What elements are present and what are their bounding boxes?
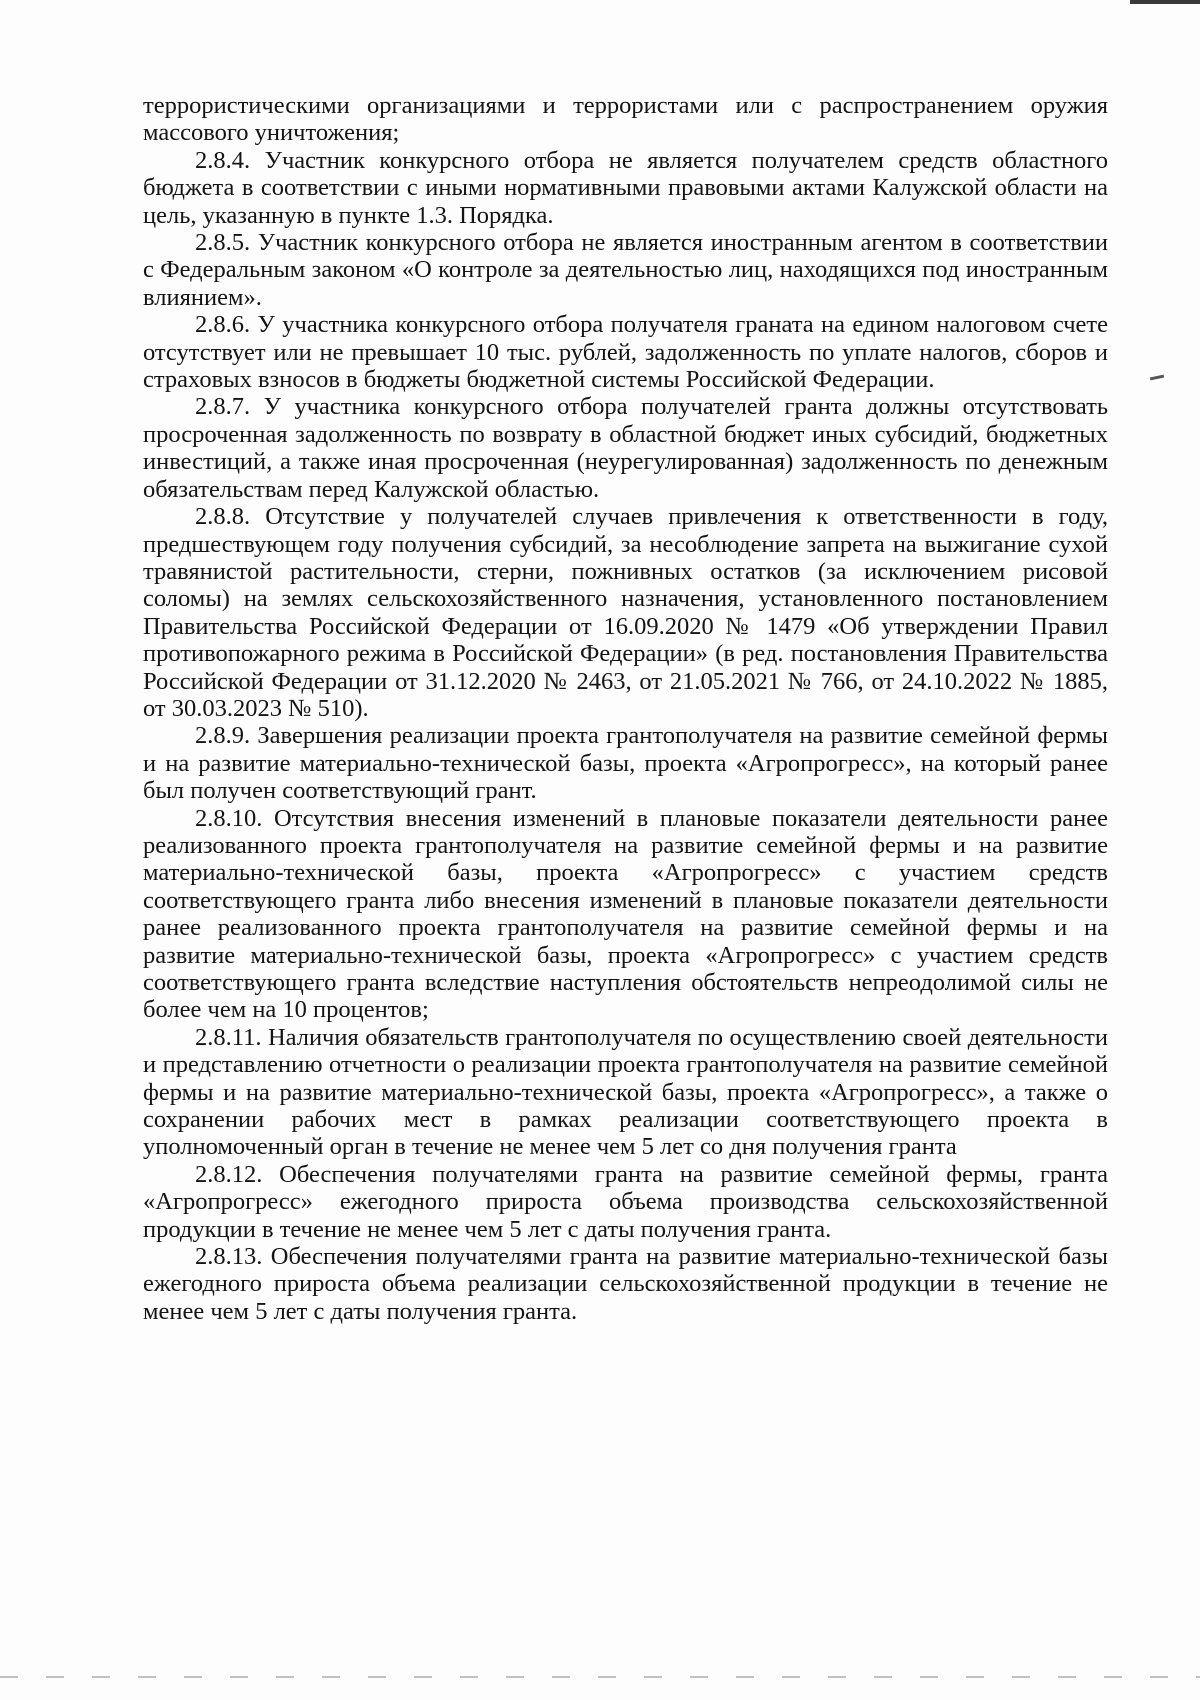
- paragraph-2-8-9: 2.8.9. Завершения реализации проекта грантополучателя на развитие семейной фермы и на развитие материально-технической базы, проекта «Агропрогресс», на который ранее был получен соответствующий грант.: [143, 722, 1108, 805]
- paragraph-2-8-13: 2.8.13. Обеспечения получателями гранта на развитие материально-технической базы ежегодного прироста объема реализации сельскохозяйственной продукции в течение не менее чем 5 лет с даты получения гранта.: [143, 1243, 1108, 1325]
- paragraph-2-8-11: 2.8.11. Наличия обязательств грантополучателя по осуществлению своей деятельности и представлению отчетности о реализации проекта грантополучателя на развитие семейной фермы и на развитие материально-технической базы, проекта «Агропрогресс», а также о сохранении рабочих мест в рамках реализации соответствующего проекта в уполномоченный орган в течение не менее чем 5 лет со дня получения гранта: [143, 1023, 1108, 1161]
- paragraph-2-8-10: 2.8.10. Отсутствия внесения изменений в плановые показатели деятельности ранее реализованного проекта грантополучателя на развитие семейной фермы и на развитие материально-технической базы, проекта «Агропрогресс» с участием средств соответствующего гранта либо внесения изменений в плановые показатели деятельности ранее реализованного проекта грантополучателя на развитие семейной фермы и на развитие материально-технической базы, проекта «Агропрогресс» с участием средств соответствующего гранта вследствие наступления обстоятельств непреодолимой силы не более чем на 10 процентов;: [143, 804, 1108, 1024]
- paragraph-continuation: террористическими организациями и террористами или с распространением оружия массового уничтожения;: [143, 92, 1108, 147]
- paragraph-2-8-5: 2.8.5. Участник конкурсного отбора не является иностранным агентом в соответствии с Федеральным законом «О контроле за деятельностью лиц, находящихся под иностранным влиянием».: [143, 229, 1108, 311]
- scan-bottom-artifact: [0, 1676, 1200, 1678]
- paragraph-2-8-4: 2.8.4. Участник конкурсного отбора не является получателем средств областного бюджета в соответствии с иными нормативными правовыми актами Калужской области на цель, указанную в пункте 1.3. Порядка.: [143, 146, 1108, 229]
- scan-edge-mark: [1130, 0, 1200, 4]
- margin-pen-mark: [1150, 375, 1164, 381]
- paragraph-2-8-7: 2.8.7. У участника конкурсного отбора получателей гранта должны отсутствовать просроченная задолженность по возврату в областной бюджет иных субсидий, бюджетных инвестиций, а также иная просроченная (неурегулированная) задолженность по денежным обязательствам перед Калужской областью.: [143, 393, 1108, 503]
- paragraph-2-8-8: 2.8.8. Отсутствие у получателей случаев привлечения к ответственности в году, предшествующем году получения субсидий, за несоблюдение запрета на выжигание сухой травянистой растительности, стерни, пожнивных остатков (за исключением рисовой соломы) на землях сельскохозяйственного назначения, установленного постановлением Правительства Российской Федерации от 16.09.2020 № 1479 «Об утверждении Правил противопожарного режима в Российской Федерации» (в ред. постановления Правительства Российской Федерации от 31.12.2020 № 2463, от 21.05.2021 № 766, от 24.10.2022 № 1885, от 30.03.2023 № 510).: [143, 503, 1108, 722]
- document-body: [143, 92, 1108, 1325]
- paragraph-2-8-6: 2.8.6. У участника конкурсного отбора получателя граната на едином налоговом счете отсутствует или не превышает 10 тыс. рублей, задолженность по уплате налогов, сборов и страховых взносов в бюджеты бюджетной системы Российской Федерации.: [143, 311, 1108, 394]
- paragraph-2-8-12: 2.8.12. Обеспечения получателями гранта на развитие семейной фермы, гранта «Агропрогресс» ежегодного прироста объема производства сельскохозяйственной продукции в течение не менее чем 5 лет с даты получения гранта.: [143, 1160, 1108, 1243]
